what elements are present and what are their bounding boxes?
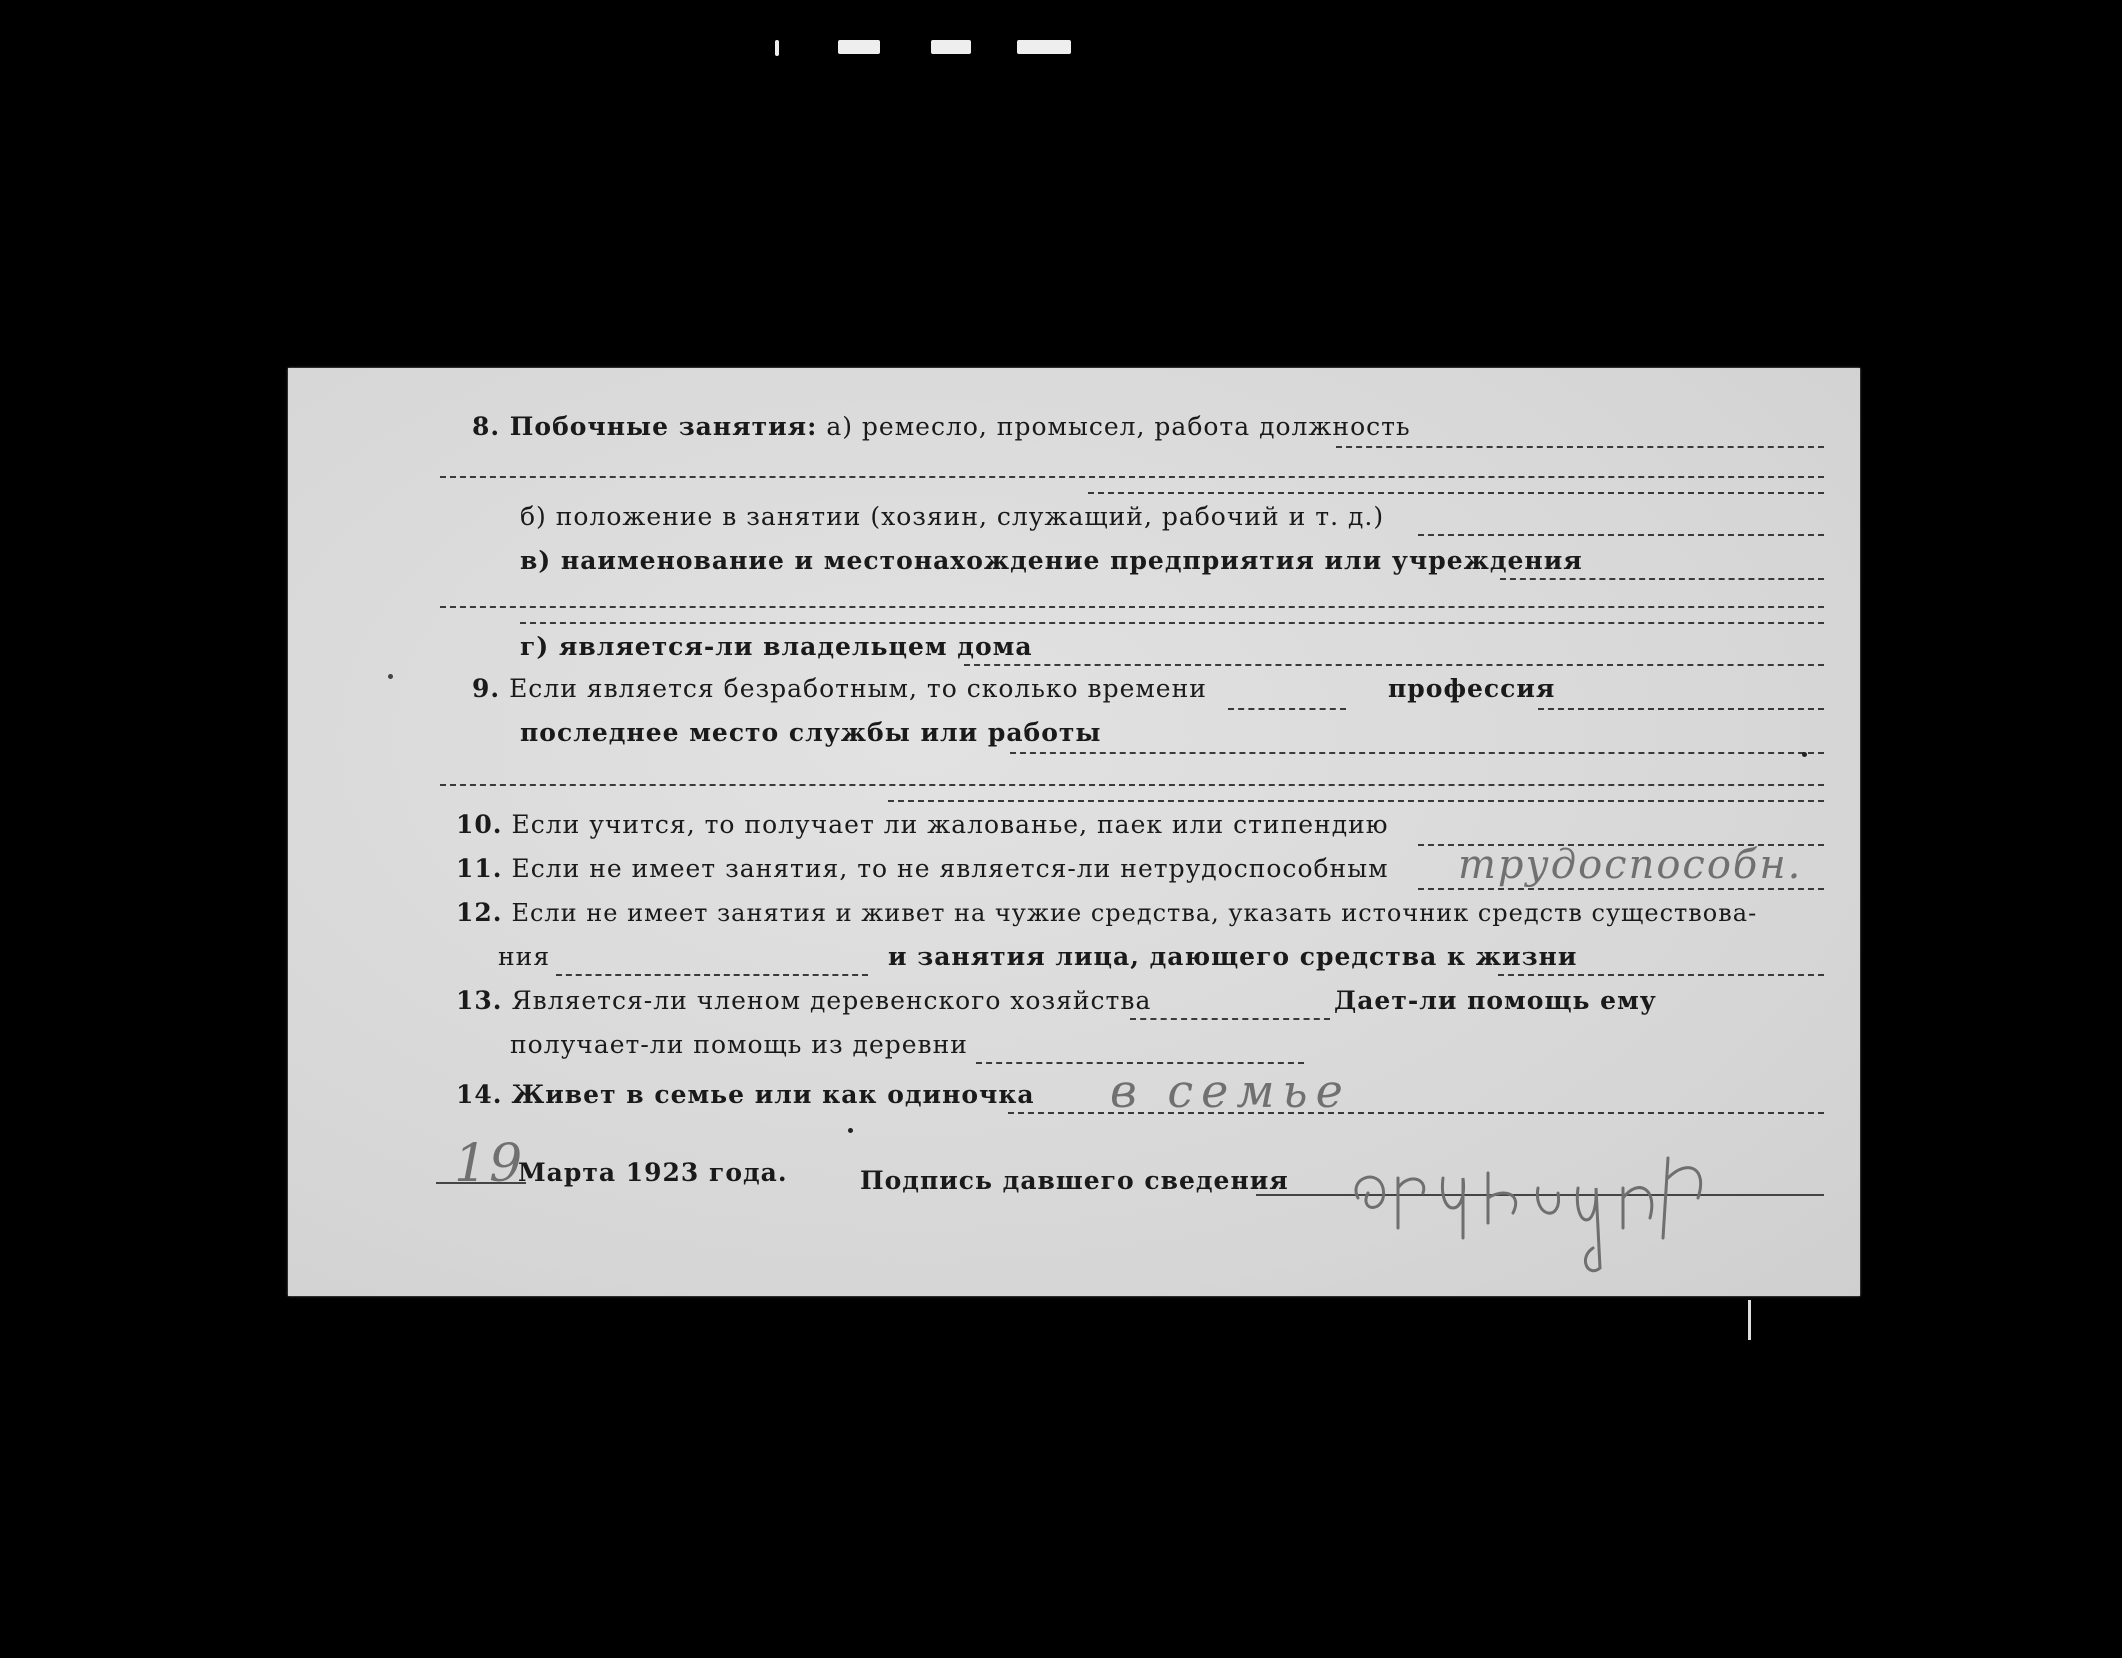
top-mark: [838, 40, 880, 54]
q9-text: Если является безработным, то сколько времени: [509, 674, 1207, 703]
q14-line: [456, 1080, 1035, 1109]
top-mark: [931, 40, 971, 54]
q11-answer-line: [1418, 888, 1824, 890]
q8-line-a: [472, 412, 1411, 441]
q9-last-place: последнее место службы или работы: [520, 718, 1102, 747]
q14-number: 14.: [456, 1080, 503, 1109]
q8g-answer-line: [964, 664, 1824, 666]
q12-text: Если не имеет занятия и живет на чужие средства, указать источник средств существова-: [511, 899, 1758, 927]
q10-text: Если учится, то получает ли жалованье, паек или стипендию: [511, 810, 1389, 839]
q9-profession-line: [1538, 708, 1824, 710]
top-mark: [1017, 40, 1071, 54]
q8a-answer-line-2: [440, 476, 1824, 478]
q8-label: 8. Побочные занятия:: [472, 412, 818, 441]
card-speck: [388, 674, 393, 679]
q12-cont-a: ния: [498, 942, 551, 971]
q11-number: 11.: [456, 854, 503, 883]
q13-line: [456, 986, 1151, 1015]
q8g-text: г) является-ли владельцем дома: [520, 632, 1033, 661]
q12-source-line: [556, 974, 868, 976]
q11-handwritten-answer: трудоспособн.: [1458, 842, 1803, 888]
q12-line: [456, 898, 1757, 927]
edge-mark: [1748, 1300, 1751, 1340]
q11-line: [456, 854, 1389, 883]
q8v-answer-line-2: [440, 606, 1824, 608]
q9-profession-label: профессия: [1388, 674, 1556, 703]
q9-number: 9.: [472, 674, 501, 703]
q9-duration-line: [1228, 708, 1346, 710]
card-speck: [1802, 752, 1807, 757]
q9-last-place-line: [1010, 752, 1824, 754]
q13-help-give: Дает-ли помощь ему: [1334, 986, 1657, 1015]
signature-label: Подпись давшего сведения: [860, 1166, 1289, 1195]
q10-number: 10.: [456, 810, 503, 839]
census-form-card: [288, 368, 1860, 1296]
q13-member-line: [1130, 1018, 1330, 1020]
q14-text: Живет в семье или как одиночка: [511, 1080, 1035, 1109]
q8v-answer-line-3: [520, 622, 1824, 624]
q13-text: Является-ли членом деревенского хозяйства: [511, 986, 1152, 1015]
date-day-handwritten: 19: [454, 1134, 525, 1194]
q13-help-receive: получает-ли помощь из деревни: [510, 1030, 968, 1059]
q8a-answer-line: [1336, 446, 1824, 448]
q8a-text: а) ремесло, промысел, работа должность: [826, 412, 1411, 441]
q14-handwritten-answer: в семье: [1110, 1064, 1351, 1118]
q13-number: 13.: [456, 986, 503, 1015]
top-mark: [775, 40, 779, 56]
handwritten-signature: [1338, 1118, 1758, 1278]
q11-text: Если не имеет занятия, то не является-ли нетрудоспособным: [511, 854, 1389, 883]
q8b-answer-line: [1418, 534, 1824, 536]
q8a-answer-line-3: [1088, 492, 1824, 494]
q12-number: 12.: [456, 898, 503, 927]
q8v-text: в) наименование и местонахождение предприятия или учреждения: [520, 546, 1583, 575]
q12-answer-line: [1498, 974, 1824, 976]
q8v-answer-line: [1500, 578, 1824, 580]
q10-line: [456, 810, 1389, 839]
date-text: Марта 1923 года.: [518, 1158, 788, 1187]
card-speck: [848, 1128, 853, 1133]
q9-line: [472, 674, 1207, 703]
q8b-text: б) положение в занятии (хозяин, служащий, рабочий и т. д.): [520, 502, 1385, 531]
q9-last-place-line-3: [888, 800, 1824, 802]
q12-cont-b: и занятия лица, дающего средства к жизни: [888, 942, 1578, 971]
q9-last-place-line-2: [440, 784, 1824, 786]
